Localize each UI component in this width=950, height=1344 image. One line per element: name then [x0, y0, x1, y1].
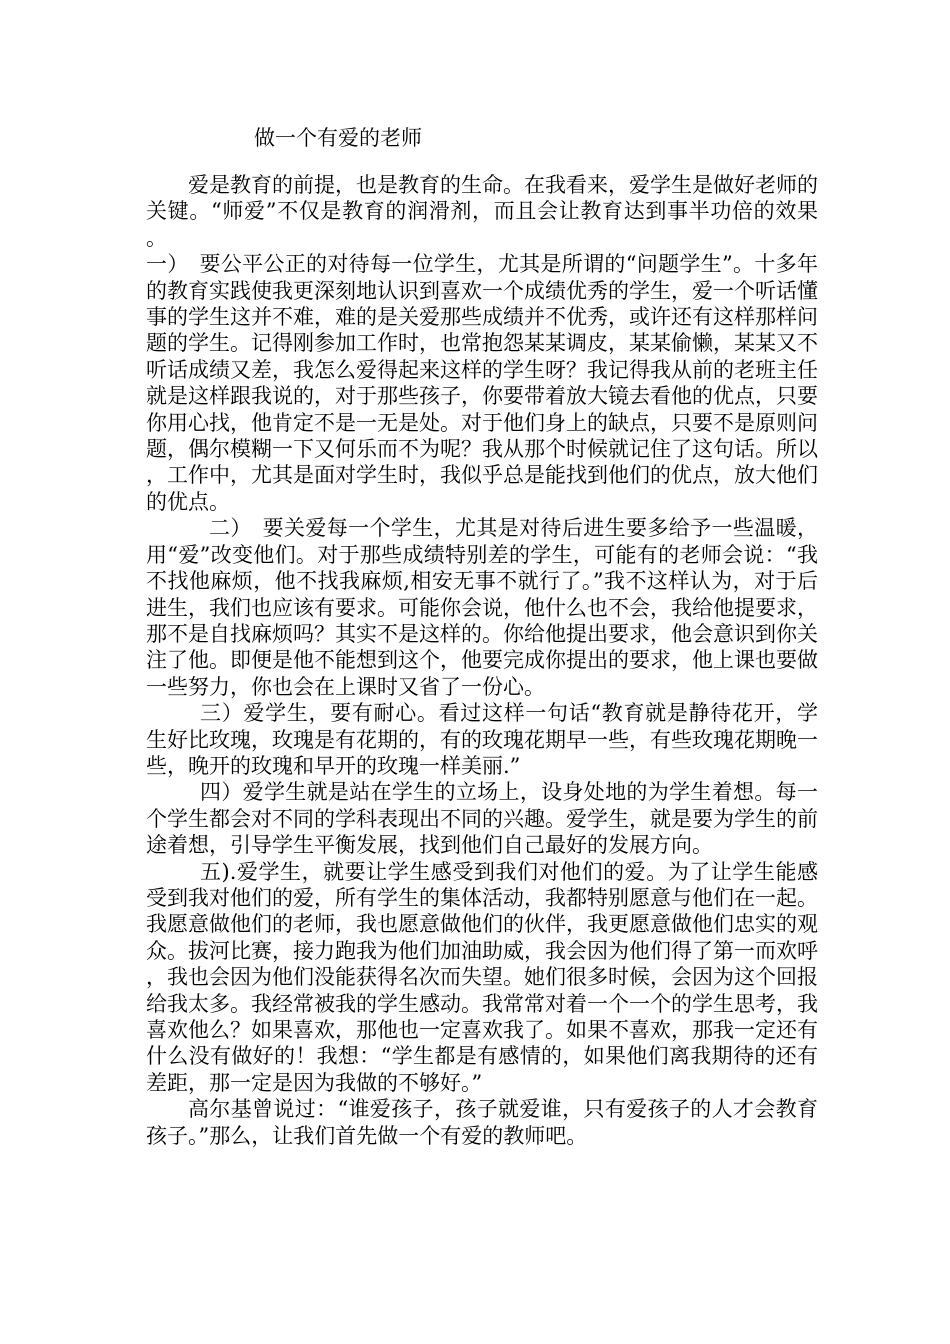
paragraph-point-5: 五).爱学生，就要让学生感受到我们对他们的爱。为了让学生能感受到我对他们的爱，所有学生的集体活动，我都特别愿意与他们在一起。我愿意做他们的老师，我也愿意做他们的伙伴，我更愿意做他们忠实的观众。拔河比赛，接力跑我为他们加油助威，我会因为他们得了第一而欢呼，我也会因为他们没能获得名次而失望。她们很多时候，会因为这个回报给我太多。我经常被我的学生感动。我常常对着一个一个的学生思考，我喜欢他么？如果喜欢，那他也一定喜欢我了。如果不喜欢，那我一定还有什么没有做好的！我想：“学生都是有感情的，如果他们离我期待的还有差距，那一定是因为我做的不够好。” — [146, 859, 818, 1095]
paragraph-point-4: 四）爱学生就是站在学生的立场上，设身处地的为学生着想。每一个学生都会对不同的学科表现出不同的兴趣。爱学生，就是要为学生的前途着想，引导学生平衡发展，找到他们自己最好的发展方向。 — [146, 780, 818, 858]
paragraph-point-2: 二） 要关爱每一个学生，尤其是对待后进生要多给予一些温暖，用“爱”改变他们。对于那些成绩特别差的学生，可能有的老师会说：“我不找他麻烦，他不找我麻烦,相安无事不就行了。”我不这样认为，对于后进生，我们也应该有要求。可能你会说，他什么也不会，我给他提要求，那不是自找麻烦吗？其实不是这样的。你给他提出要求，他会意识到你关注了他。即便是他不能想到这个，他要完成你提出的要求，他上课也要做一些努力，你也会在上课时又省了一份心。 — [146, 516, 818, 699]
document-title: 做一个有爱的老师 — [254, 126, 422, 150]
paragraph-intro: 爱是教育的前提，也是教育的生命。在我看来，爱学生是做好老师的关键。“师爱”不仅是教育的润滑剂，而且会让教育达到事半功倍的效果。 — [146, 173, 818, 250]
paragraph-conclusion: 高尔基曾说过：“谁爱孩子，孩子就爱谁，只有爱孩子的人才会教育孩子。”那么，让我们首先做一个有爱的教师吧。 — [146, 1097, 818, 1148]
document-body — [146, 172, 818, 1149]
paragraph-point-3: 三）爱学生，要有耐心。看过这样一句话“教育就是静待花开，学生好比玫瑰，玫瑰是有花期的，有的玫瑰花期早一些，有些玫瑰花期晚一些，晚开的玫瑰和早开的玫瑰一样美丽.” — [146, 701, 818, 778]
paragraph-point-1: 一） 要公平公正的对待每一位学生，尤其是所谓的“问题学生”。十多年的教育实践使我更深刻地认识到喜欢一个成绩优秀的学生，爱一个听话懂事的学生这并不难，难的是关爱那些成绩并不优秀，或许还有这样那样问题的学生。记得刚参加工作时，也常抱怨某某调皮，某某偷懒，某某又不听话成绩又差，我怎么爱得起来这样的学生呀？我记得我从前的老班主任就是这样跟我说的，对于那些孩子，你要带着放大镜去看他的优点，只要你用心找，他肯定不是一无是处。对于他们身上的缺点，只要不是原则问题，偶尔模糊一下又何乐而不为呢？我从那个时候就记住了这句话。所以，工作中，尤其是面对学生时，我似乎总是能找到他们的优点，放大他们的优点。 — [146, 252, 818, 514]
